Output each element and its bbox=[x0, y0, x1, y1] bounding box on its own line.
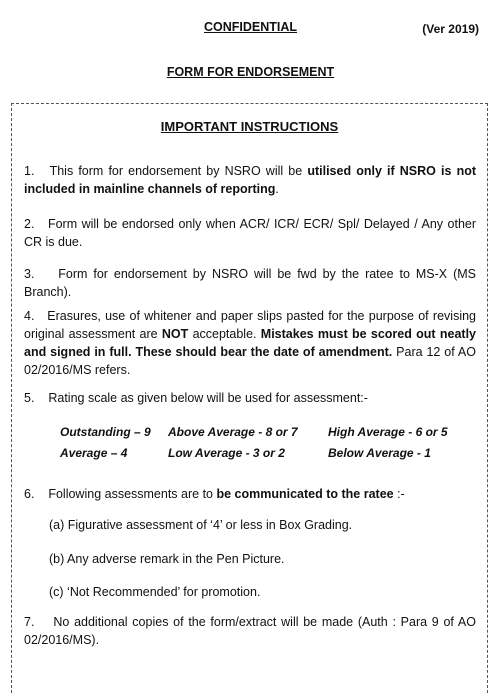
instruction-4: 4. Erasures, use of whitener and paper slips pasted for the purpose of revising original assessment are NOT acceptable. Mistakes must be scored out neatly and signed in full. These should bear the date of amendment. Para 12 of AO 02/2016/MS refers. bbox=[24, 309, 476, 378]
instruction-1: 1. This form for endorsement by NSRO will be utilised only if NSRO is not included in mainline channels of reporting. bbox=[24, 164, 476, 197]
instruction-number: 4. bbox=[24, 309, 35, 323]
page-header bbox=[0, 18, 501, 38]
rating-item: Above Average - 8 or 7 bbox=[168, 425, 298, 439]
instruction-number: 7. bbox=[24, 615, 35, 629]
confidential-label: CONFIDENTIAL bbox=[203, 20, 298, 34]
instruction-6a: (a) Figurative assessment of ‘4’ or less in Box Grading. bbox=[49, 518, 353, 532]
instruction-number: 3. bbox=[24, 267, 35, 281]
instructions-title: IMPORTANT INSTRUCTIONS bbox=[160, 119, 339, 134]
form-title: FORM FOR ENDORSEMENT bbox=[166, 65, 335, 79]
instruction-number: 2. bbox=[24, 217, 35, 231]
instruction-7: 7. No additional copies of the form/extract will be made (Auth : Para 9 of AO 02/2016/MS). bbox=[24, 615, 476, 648]
rating-item: High Average - 6 or 5 bbox=[328, 425, 448, 439]
instruction-6b: (b) Any adverse remark in the Pen Picture. bbox=[49, 552, 285, 566]
instructions-box bbox=[11, 103, 488, 693]
instruction-6: 6. Following assessments are to be communicated to the ratee :- bbox=[24, 487, 405, 501]
instruction-6c: (c) ‘Not Recommended’ for promotion. bbox=[49, 585, 261, 599]
rating-item: Below Average - 1 bbox=[328, 446, 431, 460]
instruction-3: 3. Form for endorsement by NSRO will be fwd by the ratee to MS-X (MS Branch). bbox=[24, 267, 476, 300]
instruction-number: 1. bbox=[24, 164, 35, 178]
instruction-number: 6. bbox=[24, 487, 35, 501]
instruction-number: 5. bbox=[24, 391, 35, 405]
rating-item: Low Average - 3 or 2 bbox=[168, 446, 285, 460]
rating-item: Outstanding – 9 bbox=[60, 425, 151, 439]
instruction-5: 5. Rating scale as given below will be used for assessment:- bbox=[24, 391, 368, 405]
rating-item: Average – 4 bbox=[60, 446, 128, 460]
instruction-2: 2. Form will be endorsed only when ACR/ ICR/ ECR/ Spl/ Delayed / Any other CR is due. bbox=[24, 217, 477, 250]
version-label: (Ver 2019) bbox=[422, 22, 479, 36]
